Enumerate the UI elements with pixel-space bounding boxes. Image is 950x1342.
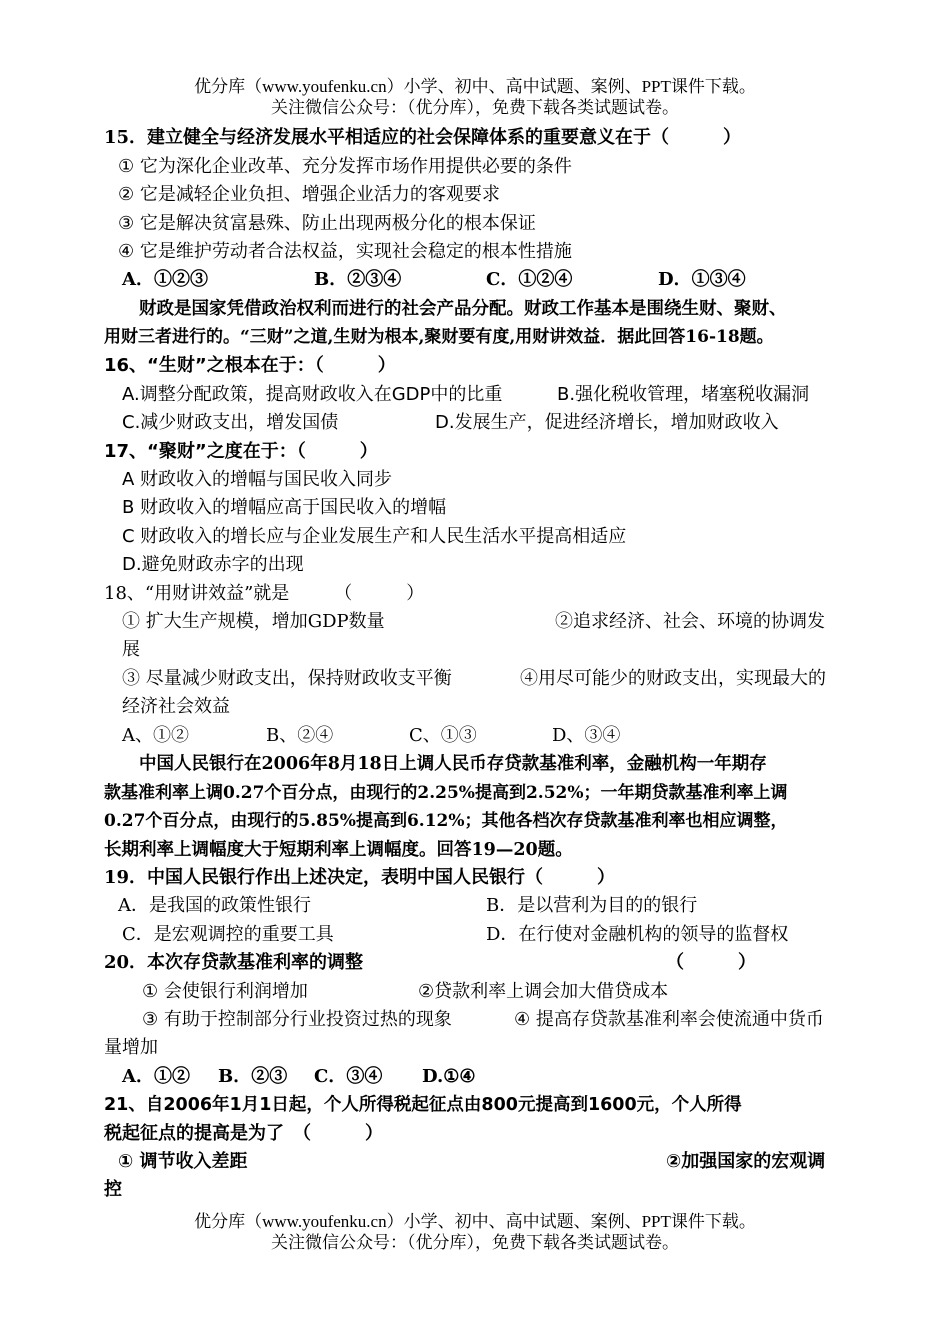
q15-option-d: D．①③④ bbox=[658, 269, 746, 290]
q16-option-d: D.发展生产，促进经济增长，增加财政收入 bbox=[435, 412, 779, 433]
passage2-line-2: 款基准利率上调0.27个百分点，由现行的2.25%提高到2.52%；一年期贷款基准利率上调 bbox=[104, 783, 788, 803]
q15-item-4: ④ 它是维护劳动者合法权益，实现社会稳定的根本性措施 bbox=[118, 241, 572, 262]
q17-option-d: D.避免财政赤字的出现 bbox=[122, 554, 304, 575]
q18-option-c: C、①③ bbox=[409, 725, 477, 746]
passage1-line-2: 用财三者进行的。“三财”之道,生财为根本,聚财要有度,用财讲效益．据此回答16-18题。 bbox=[104, 327, 774, 347]
q16-option-b: B.强化税收管理，堵塞税收漏洞 bbox=[557, 384, 810, 405]
passage2-line-1: 中国人民银行在2006年8月18日上调人民币存贷款基准利率，金融机构一年期存 bbox=[104, 754, 767, 774]
footer-line-1: 优分库（www.youfenku.cn）小学、初中、高中试题、案例、PPT课件下载。 bbox=[194, 1212, 756, 1231]
q15-option-b: B．②③④ bbox=[314, 269, 402, 290]
q18-option-b: B、②④ bbox=[266, 725, 334, 746]
q17-option-a: A 财政收入的增幅与国民收入同步 bbox=[122, 469, 393, 490]
q18-stem: 18、“用财讲效益”就是 （ ） bbox=[104, 583, 425, 604]
q18-item-4-cont: 经济社会效益 bbox=[122, 696, 230, 717]
q18-option-a: A、①② bbox=[122, 725, 189, 746]
q15-option-a: A．①②③ bbox=[122, 269, 208, 290]
q19-option-c: C．是宏观调控的重要工具 bbox=[122, 924, 334, 945]
q16-stem: 16、“生财”之根本在于：（ ） bbox=[104, 355, 396, 376]
passage2-line-4: 长期利率上调幅度大于短期利率上调幅度。回答19—20题。 bbox=[104, 840, 573, 860]
q17-stem: 17、“聚财”之度在于：（ ） bbox=[104, 441, 378, 462]
q20-item-4: ④ 提高存贷款基准利率会使流通中货币 bbox=[514, 1009, 824, 1030]
q20-option-d: D.①④ bbox=[422, 1066, 476, 1087]
q20-item-2: ②贷款利率上调会加大借贷成本 bbox=[418, 981, 669, 1002]
q16-option-a: A.调整分配政策，提高财政收入在GDP中的比重 bbox=[122, 384, 503, 405]
q18-item-4: ④用尽可能少的财政支出，实现最大的 bbox=[520, 668, 826, 689]
q20-answer-paren: （ ） bbox=[666, 952, 756, 973]
q19-stem: 19．中国人民银行作出上述决定，表明中国人民银行（ ） bbox=[104, 867, 616, 888]
passage1-line-1: 财政是国家凭借政治权利而进行的社会产品分配。财政工作基本是围绕生财、聚财、 bbox=[104, 299, 787, 319]
q20-option-a: A．①② bbox=[122, 1066, 190, 1087]
q20-item-3: ③ 有助于控制部分行业投资过热的现象 bbox=[142, 1009, 452, 1030]
q19-option-a: A．是我国的政策性银行 bbox=[118, 895, 311, 916]
footer-line-2: 关注微信公众号：（优分库），免费下载各类试题试卷。 bbox=[271, 1233, 679, 1252]
q15-item-2: ② 它是减轻企业负担、增强企业活力的客观要求 bbox=[118, 184, 500, 205]
q21-item-1: ① 调节收入差距 bbox=[118, 1151, 248, 1172]
q18-item-2-cont: 展 bbox=[122, 639, 140, 660]
q20-item-4-cont: 量增加 bbox=[104, 1037, 158, 1058]
q21-stem-line-2: 税起征点的提高是为了 （ ） bbox=[104, 1123, 383, 1144]
header-line-1: 优分库（www.youfenku.cn）小学、初中、高中试题、案例、PPT课件下载。 bbox=[194, 77, 756, 96]
q15-stem: 15．建立健全与经济发展水平相适应的社会保障体系的重要意义在于（ ） bbox=[104, 127, 742, 148]
q15-item-3: ③ 它是解决贫富悬殊、防止出现两极分化的根本保证 bbox=[118, 213, 536, 234]
q21-item-2: ②加强国家的宏观调 bbox=[666, 1151, 826, 1172]
q16-option-c: C.减少财政支出，增发国债 bbox=[122, 412, 339, 433]
q21-item-2-cont: 控 bbox=[104, 1179, 122, 1200]
q21-stem-line-1: 21、自2006年1月1日起，个人所得税起征点由800元提高到1600元，个人所得 bbox=[104, 1095, 742, 1115]
q17-option-c: C 财政收入的增长应与企业发展生产和人民生活水平提高相适应 bbox=[122, 526, 627, 547]
q19-option-b: B．是以营利为目的的银行 bbox=[486, 895, 698, 916]
q18-option-d: D、③④ bbox=[552, 725, 621, 746]
q19-option-d: D．在行使对金融机构的领导的监督权 bbox=[486, 924, 789, 945]
q17-option-b: B 财政收入的增幅应高于国民收入的增幅 bbox=[122, 497, 447, 518]
q20-option-b: B．②③ bbox=[218, 1066, 288, 1087]
header-line-2: 关注微信公众号：（优分库），免费下载各类试题试卷。 bbox=[271, 98, 679, 117]
q18-item-1: ① 扩大生产规模，增加GDP数量 bbox=[122, 611, 385, 632]
q15-item-1: ① 它为深化企业改革、充分发挥市场作用提供必要的条件 bbox=[118, 156, 572, 177]
q18-item-3: ③ 尽量减少财政支出，保持财政收支平衡 bbox=[122, 668, 452, 689]
q20-stem: 20．本次存贷款基准利率的调整 bbox=[104, 952, 364, 973]
q18-item-2: ②追求经济、社会、环境的协调发 bbox=[555, 611, 825, 632]
q15-option-c: C．①②④ bbox=[486, 269, 573, 290]
q20-item-1: ① 会使银行利润增加 bbox=[142, 981, 308, 1002]
q20-option-c: C．③④ bbox=[314, 1066, 383, 1087]
passage2-line-3: 0.27个百分点，由现行的5.85%提高到6.12%；其他各档次存贷款基准利率也相应调整， bbox=[104, 811, 788, 831]
